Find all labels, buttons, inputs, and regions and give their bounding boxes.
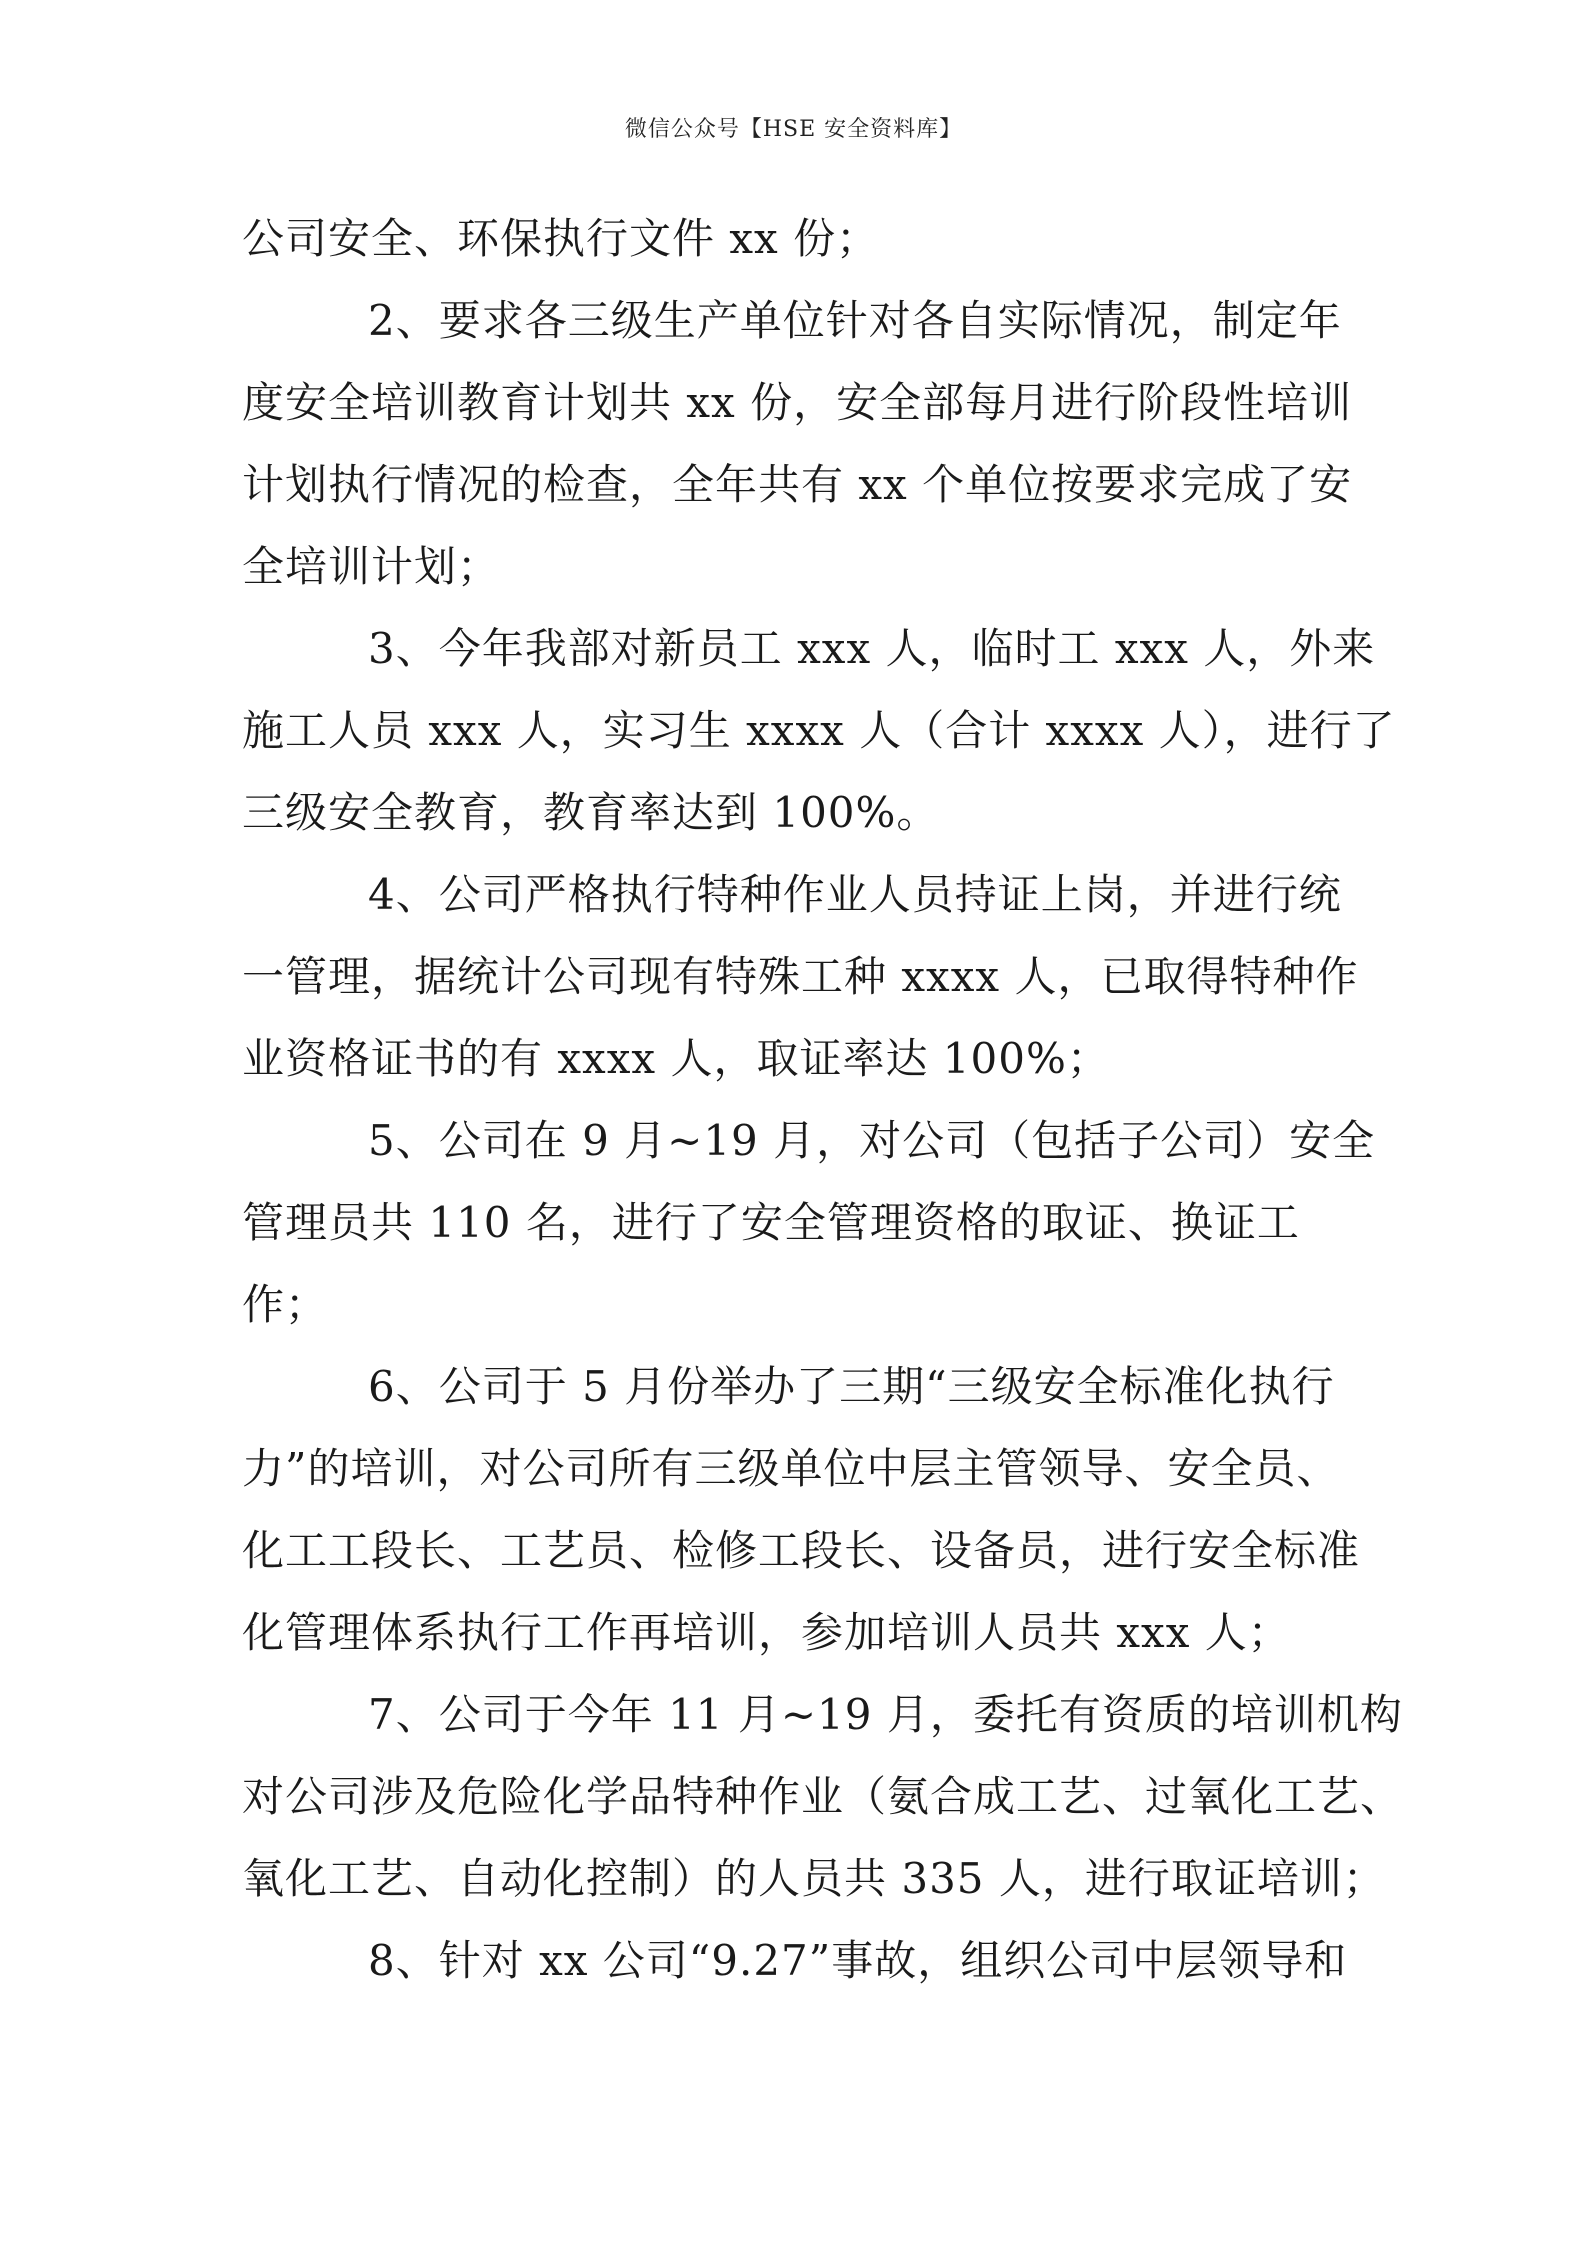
text-line: 公司安全、环保执行文件 xx 份； <box>242 214 880 263</box>
text-line: 氧化工艺、自动化控制）的人员共 335 人，进行取证培训； <box>242 1854 1386 1903</box>
text-line: 2、要求各三级生产单位针对各自实际情况，制定年 <box>368 296 1342 345</box>
text-line: 力”的培训，对公司所有三级单位中层主管领导、安全员、 <box>242 1444 1340 1493</box>
text-line: 5、公司在 9 月~19 月，对公司（包括子公司）安全 <box>368 1116 1376 1165</box>
text-line: 对公司涉及危险化学品特种作业（氨合成工艺、过氧化工艺、 <box>242 1772 1404 1821</box>
text-line: 8、针对 xx 公司“9.27”事故，组织公司中层领导和 <box>368 1936 1348 1985</box>
text-line: 6、公司于 5 月份举办了三期“三级安全标准化执行 <box>368 1362 1335 1411</box>
document-body <box>242 198 1404 2002</box>
text-line: 一管理，据统计公司现有特殊工种 xxxx 人，已取得特种作 <box>242 952 1359 1001</box>
text-line: 业资格证书的有 xxxx 人，取证率达 100%； <box>242 1034 1110 1083</box>
text-line: 管理员共 110 名，进行了安全管理资格的取证、换证工 <box>242 1198 1300 1247</box>
text-line: 4、公司严格执行特种作业人员持证上岗，并进行统 <box>368 870 1342 919</box>
text-line: 全培训计划； <box>242 542 501 591</box>
page-header: 微信公众号【HSE 安全资料库】 <box>624 117 963 142</box>
text-line: 计划执行情况的检查，全年共有 xx 个单位按要求完成了安 <box>242 460 1353 509</box>
text-line: 作； <box>242 1280 329 1329</box>
text-line: 施工人员 xxx 人，实习生 xxxx 人（合计 xxxx 人），进行了 <box>242 706 1396 755</box>
text-line: 三级安全教育，教育率达到 100%。 <box>242 788 940 837</box>
text-line: 度安全培训教育计划共 xx 份，安全部每月进行阶段性培训 <box>242 378 1353 427</box>
text-line: 化工工段长、工艺员、检修工段长、设备员，进行安全标准 <box>242 1526 1361 1575</box>
text-line: 7、公司于今年 11 月~19 月，委托有资质的培训机构 <box>368 1690 1403 1739</box>
text-line: 化管理体系执行工作再培训，参加培训人员共 xxx 人； <box>242 1608 1291 1657</box>
text-line: 3、今年我部对新员工 xxx 人，临时工 xxx 人，外来 <box>368 624 1376 673</box>
